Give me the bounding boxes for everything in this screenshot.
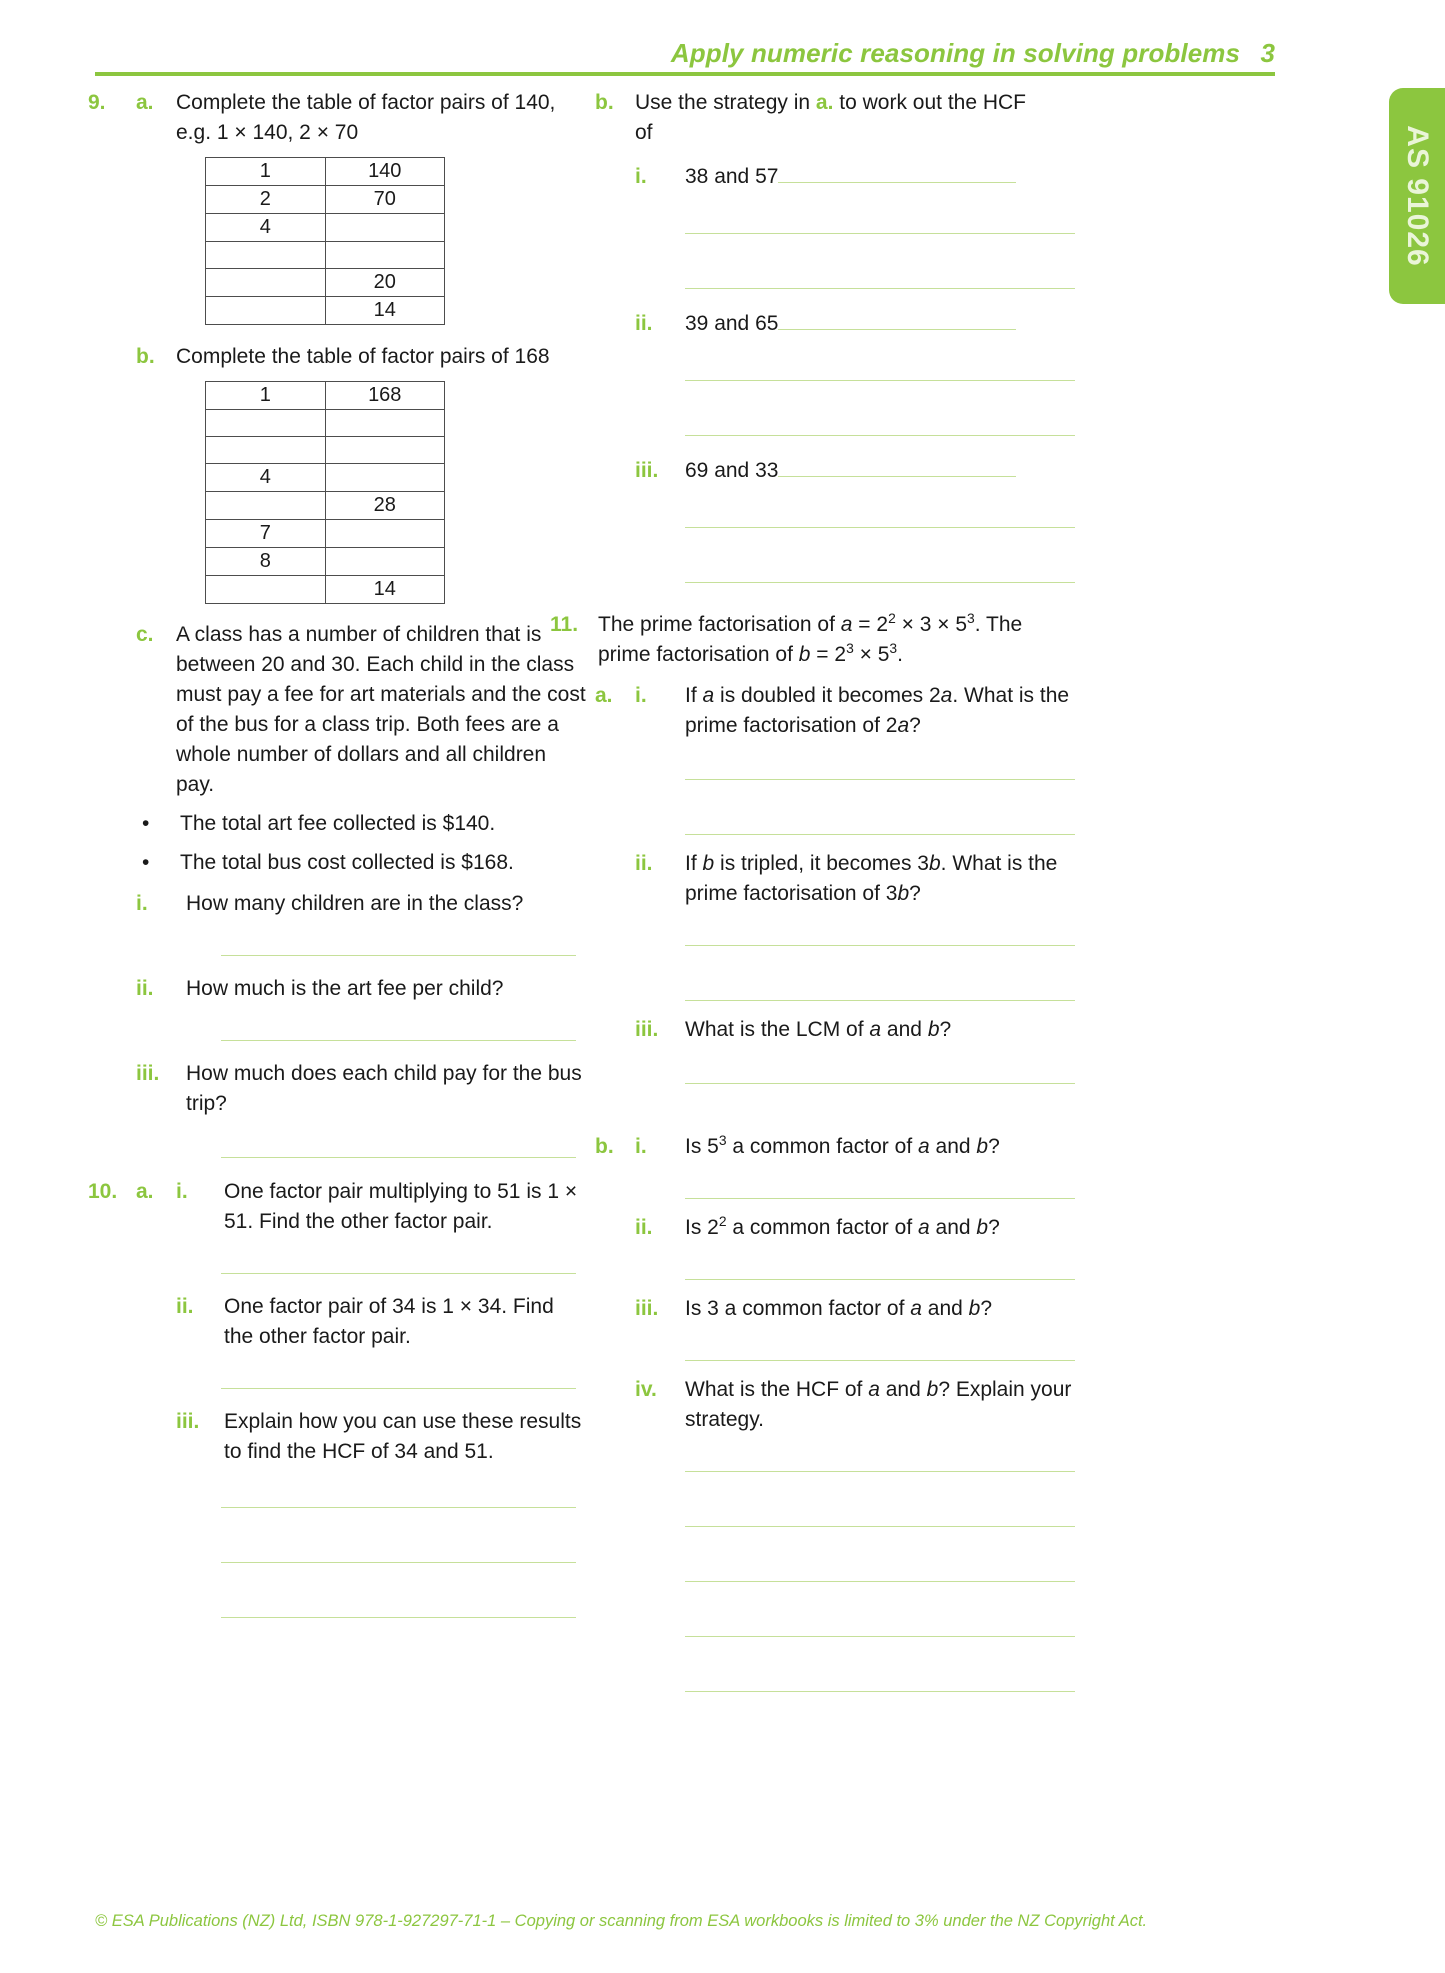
question-11a-iii-label: iii. — [635, 1018, 659, 1041]
factor-table-168-body — [206, 382, 445, 604]
question-9b-right-text — [635, 88, 1075, 148]
question-10a-iii-label: iii. — [176, 1410, 200, 1433]
answer-line[interactable] — [685, 1691, 1075, 1692]
question-9c-iii — [88, 1059, 588, 1119]
table-cell-blank[interactable] — [206, 269, 326, 297]
question-9-number: 9. — [88, 91, 106, 114]
left-column — [88, 88, 588, 1618]
question-10a-ii — [88, 1292, 588, 1352]
table-cell-value[interactable]: 140 — [325, 158, 445, 186]
question-9b-right — [595, 88, 1075, 148]
table-row — [206, 214, 445, 242]
question-9c-ii — [88, 974, 588, 1004]
question-9b-right-line1: Use the strategy in a. to work out the HCF — [635, 91, 1027, 114]
question-11a-i-label: i. — [635, 684, 647, 707]
table-cell-value[interactable]: 20 — [325, 269, 445, 297]
question-11-stem — [598, 610, 1075, 670]
factor-table-140[interactable] — [205, 157, 445, 325]
question-9b-right-line2: of — [635, 121, 653, 144]
table-cell-blank[interactable] — [206, 297, 326, 325]
question-11b-ii-label: ii. — [635, 1216, 653, 1239]
answer-line[interactable] — [685, 435, 1075, 436]
question-10a-iii — [88, 1407, 588, 1467]
question-11b-iv-label: iv. — [635, 1378, 657, 1401]
table-cell-value[interactable]: 1 — [206, 382, 326, 410]
table-cell-value[interactable]: 1 — [206, 158, 326, 186]
table-cell-blank[interactable] — [325, 437, 445, 464]
question-10-number: 10. — [88, 1180, 118, 1203]
table-cell-value[interactable]: 7 — [206, 520, 326, 548]
table-cell-blank[interactable] — [206, 576, 326, 604]
table-cell-blank[interactable] — [325, 410, 445, 437]
table-row — [206, 492, 445, 520]
question-9b-iii — [595, 456, 1075, 486]
right-column — [550, 88, 1075, 1692]
answer-line[interactable] — [221, 1157, 576, 1158]
table-cell-blank[interactable] — [325, 548, 445, 576]
question-9b-iii-value: 69 and 33 — [685, 459, 779, 482]
question-9b-iii-text — [685, 456, 1075, 486]
question-9c-paragraph: A class has a number of children that is between 20 and 30. Each child in the class must pay a fee for art materials and the cost of the bus for a class trip. Both fees are a whole number of dollars and all children pay. — [176, 623, 586, 796]
answer-line[interactable] — [685, 288, 1075, 289]
question-11-number: 11. — [550, 613, 579, 636]
factor-table-168[interactable] — [205, 381, 445, 604]
question-10a-iii-text: Explain how you can use these results to find the HCF of 34 and 51. — [224, 1410, 582, 1463]
question-9c-iii-label: iii. — [136, 1062, 160, 1085]
answer-line[interactable] — [685, 1526, 1075, 1527]
question-9c — [88, 620, 588, 800]
question-9c-label: c. — [136, 623, 154, 646]
copyright-footer: © ESA Publications (NZ) Ltd, ISBN 978-1-927297-71-1 – Copying or scanning from ESA workbooks is limited to 3% under the NZ Copyright Act. — [95, 1912, 1148, 1930]
answer-line[interactable] — [221, 1617, 576, 1618]
question-11b-ii-text: Is $2^2$ a common factor of a and b? — [685, 1213, 1000, 1239]
bullet-2-text: The total bus cost collected is $168. — [180, 851, 514, 874]
answer-line[interactable] — [221, 955, 576, 956]
table-cell-value[interactable]: 2 — [206, 186, 326, 214]
answer-line[interactable] — [685, 1636, 1075, 1637]
question-9a-label: a. — [136, 91, 154, 114]
question-11b-ii — [595, 1213, 1075, 1243]
question-9a — [88, 88, 588, 148]
question-10a-i — [88, 1177, 588, 1237]
question-9b-text: Complete the table of factor pairs of 168 — [176, 345, 550, 368]
question-11-stem-line2: prime factorisation of $b = 2^3 \times 5^3$. — [598, 640, 903, 666]
table-cell-blank[interactable] — [325, 242, 445, 269]
bullet-icon: • — [142, 812, 150, 835]
answer-line[interactable] — [221, 1273, 576, 1274]
question-9a-text — [176, 88, 588, 148]
page-header — [95, 38, 1275, 69]
question-11 — [550, 610, 1075, 670]
question-11a-iii-text: What is the LCM of a and b? — [685, 1018, 952, 1041]
question-9b-ii-value: 39 and 65 — [685, 312, 779, 335]
question-11b-iii — [595, 1294, 1075, 1324]
table-cell-blank[interactable] — [206, 437, 326, 464]
table-cell-blank[interactable] — [325, 214, 445, 242]
question-10a-label: a. — [136, 1180, 154, 1203]
list-item — [88, 848, 588, 878]
answer-line[interactable] — [685, 380, 1075, 381]
question-11b-i-text: Is $5^3$ a common factor of a and b? — [685, 1132, 1000, 1158]
table-cell-blank[interactable] — [325, 520, 445, 548]
answer-line[interactable] — [685, 834, 1075, 835]
answer-line[interactable] — [685, 1581, 1075, 1582]
answer-line[interactable] — [685, 527, 1075, 528]
page-title: Apply numeric reasoning in solving problems — [670, 38, 1241, 68]
list-item — [88, 809, 588, 839]
question-10a-ii-label: ii. — [176, 1295, 194, 1318]
table-cell-value[interactable]: 168 — [325, 382, 445, 410]
question-11a-ii — [595, 849, 1075, 909]
question-9c-i — [88, 889, 588, 919]
table-cell-blank[interactable] — [206, 410, 326, 437]
answer-line[interactable] — [685, 779, 1075, 780]
table-cell-value[interactable]: 8 — [206, 548, 326, 576]
table-row — [206, 158, 445, 186]
standard-code-label: AS 91026 — [1401, 125, 1434, 267]
answer-line[interactable] — [685, 1198, 1075, 1199]
answer-line[interactable] — [685, 233, 1075, 234]
table-cell-value[interactable]: 28 — [325, 492, 445, 520]
question-11b-iii-text: Is 3 a common factor of a and b? — [685, 1297, 993, 1320]
table-cell-value[interactable]: 4 — [206, 464, 326, 492]
table-cell-blank[interactable] — [206, 242, 326, 269]
question-9b-i-value: 38 and 57 — [685, 165, 779, 188]
question-11b-i — [595, 1132, 1075, 1162]
question-9b-ii-text — [685, 309, 1075, 339]
table-row — [206, 464, 445, 492]
question-11b-iii-label: iii. — [635, 1297, 659, 1320]
question-10a-i-text: One factor pair multiplying to 51 is 1 × 51. Find the other factor pair. — [224, 1180, 578, 1233]
answer-line[interactable] — [685, 1471, 1075, 1472]
question-9b-right-label: b. — [595, 91, 614, 114]
question-9b-i-label: i. — [635, 165, 647, 188]
table-row — [206, 297, 445, 325]
question-11a-ii-text: If b is tripled, it becomes 3b. What is the prime factorisation of 3b? — [685, 852, 1058, 905]
table-row — [206, 576, 445, 604]
question-9b-i-text — [685, 162, 1075, 192]
table-cell-blank[interactable] — [325, 464, 445, 492]
question-10a-i-label: i. — [176, 1180, 188, 1203]
answer-line[interactable] — [685, 945, 1075, 946]
table-row — [206, 242, 445, 269]
table-row — [206, 437, 445, 464]
table-row — [206, 382, 445, 410]
answer-line[interactable] — [221, 1388, 576, 1389]
question-9b-ii-label: ii. — [635, 312, 653, 335]
table-row — [206, 186, 445, 214]
question-11a-iii — [595, 1015, 1075, 1045]
table-cell-value[interactable]: 70 — [325, 186, 445, 214]
header-divider — [95, 72, 1275, 76]
answer-line[interactable] — [685, 1279, 1075, 1280]
question-11b-iv-text: What is the HCF of a and b? Explain your strategy. — [685, 1378, 1072, 1431]
question-11a-i — [595, 681, 1075, 741]
answer-line[interactable] — [778, 310, 1016, 330]
answer-line[interactable] — [778, 163, 1016, 183]
question-9c-bullets — [88, 809, 588, 878]
question-11a-ii-label: ii. — [635, 852, 653, 875]
standard-side-tab — [1389, 88, 1445, 304]
table-row — [206, 548, 445, 576]
question-9b — [88, 342, 588, 372]
answer-line[interactable] — [221, 1507, 576, 1508]
table-cell-value[interactable]: 4 — [206, 214, 326, 242]
answer-line[interactable] — [778, 457, 1016, 477]
question-9b-i — [595, 162, 1075, 192]
table-cell-value[interactable]: 14 — [325, 576, 445, 604]
question-9b-ii — [595, 309, 1075, 339]
question-10a-ii-text: One factor pair of 34 is 1 × 34. Find the other factor pair. — [224, 1295, 554, 1348]
question-11b-iv — [595, 1375, 1075, 1435]
answer-line[interactable] — [685, 1083, 1075, 1084]
question-9b-label: b. — [136, 345, 155, 368]
bullet-1-text: The total art fee collected is $140. — [180, 812, 496, 835]
question-9b-iii-label: iii. — [635, 459, 659, 482]
question-9c-ii-label: ii. — [136, 977, 154, 1000]
question-11a-label: a. — [595, 684, 613, 707]
answer-line[interactable] — [685, 1000, 1075, 1001]
answer-line[interactable] — [221, 1040, 576, 1041]
question-9c-i-label: i. — [136, 892, 148, 915]
table-row — [206, 410, 445, 437]
question-11-stem-line1: The prime factorisation of $a = 2^2 \times 3 \times 5^3$. The — [598, 610, 1023, 636]
question-9a-line2: e.g. 1 × 140, 2 × 70 — [176, 121, 359, 144]
table-row — [206, 520, 445, 548]
answer-line[interactable] — [221, 1562, 576, 1563]
question-9c-i-text: How many children are in the class? — [186, 892, 524, 915]
bullet-icon: • — [142, 851, 150, 874]
question-11b-label: b. — [595, 1135, 614, 1158]
answer-line[interactable] — [685, 1360, 1075, 1361]
page-number: 3 — [1260, 38, 1275, 68]
question-11b-i-label: i. — [635, 1135, 647, 1158]
table-row — [206, 269, 445, 297]
table-cell-blank[interactable] — [206, 492, 326, 520]
table-cell-value[interactable]: 14 — [325, 297, 445, 325]
question-9c-iii-text: How much does each child pay for the bus trip? — [186, 1062, 582, 1115]
answer-line[interactable] — [685, 582, 1075, 583]
question-9a-line1: Complete the table of factor pairs of 140, — [176, 91, 556, 114]
question-9c-ii-text: How much is the art fee per child? — [186, 977, 504, 1000]
factor-table-140-body — [206, 158, 445, 325]
question-11a-i-text: If a is doubled it becomes 2a. What is the prime factorisation of 2a? — [685, 684, 1070, 737]
